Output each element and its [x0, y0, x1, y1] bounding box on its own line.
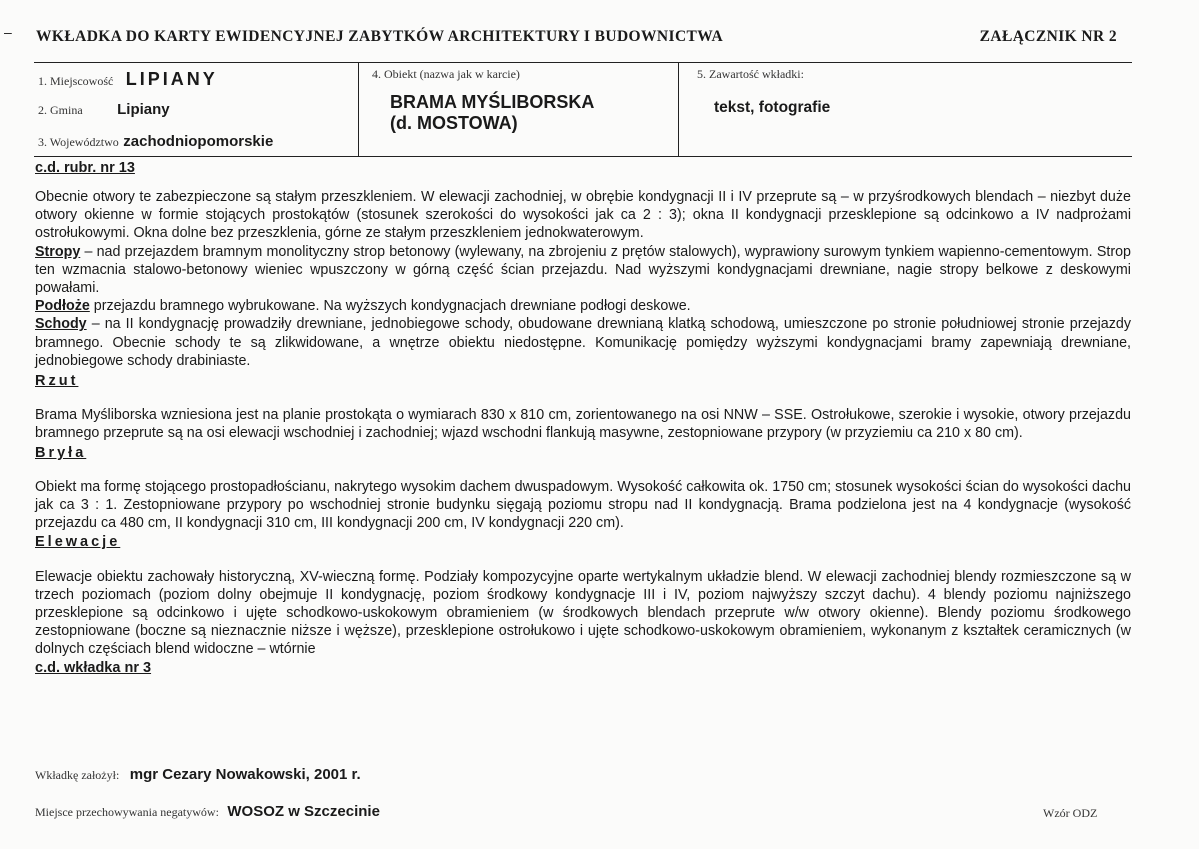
field-locality	[38, 69, 218, 90]
field-locality-value: LIPIANY	[125, 69, 218, 89]
heading-rzut: Rzut	[35, 373, 79, 390]
text-stropy: – nad przejazdem bramnym monolityczny strop betonowy (wylewany, na zbrojeniu z prętów stalowych), wyprawiony surowym tynkiem wapienno-cementowym. Strop ten wzmacnia stalowo-betonowy wieniec wpuszczony w górną część ścian przejazdu. Nad wyższymi kondygnacjami drewniane, nagie stropy belkowe z deskowymi powałami.	[35, 243, 1131, 297]
author-label: Wkładkę założył:	[35, 768, 120, 782]
paragraph-podloze	[35, 297, 1131, 315]
heading-stropy: Stropy	[35, 243, 81, 260]
field-voivodeship	[38, 133, 273, 151]
storage-value: WOSOZ w Szczecinie	[227, 803, 380, 820]
continuation-heading: c.d. rubr. nr 13	[35, 160, 135, 176]
annex-number: ZAŁĄCZNIK NR 2	[979, 28, 1117, 45]
paragraph-elewacje: Elewacje obiektu zachowały historyczną, XV-wieczną formę. Podziały kompozycyjne oparte wertykalnym układzie blend. W elewacji zachodniej blendy rozmieszczone są w trzech poziomach (poziom dolny obejmuje II kondygnację, poziom środkowy kondygnacje III i IV, poziom najwyższy szczyt dachu). 4 blendy poziomu najniższego przesklepione są odcinkowo i ujęte schodkowo-uskokowym obramieniem (w środkowych blendach przeprute w/w otwory okienne). Blendy poziomu środkowego zestopniowane (boczne są nieznacznie niższe i węższe), przesklepione ostrołukowo i ujęte schodkowo-uskokowym obramieniem, wykonanym z kształtek ceramicznych (w dolnych częściach blend widoczne – wtórnie	[35, 568, 1131, 658]
form-divider-1	[358, 62, 359, 157]
paragraph-bryla: Obiekt ma formę stojącego prostopadłościanu, nakrytego wysokim dachem dwuspadowym. Wysokość całkowita ok. 1750 cm; stosunek wysokości ścian do wysokości dachu jak ca 3 : 1. Zestopniowane przypory po wschodniej stronie budynku sięgają poziomu stropu nad II kondygnacją. Brama podzielona jest na 4 kondygnacje (wysokość przejazdu ca 480 cm, II kondygnacji 310 cm, III kondygnacji 200 cm, IV kondygnacji 220 cm).	[35, 478, 1131, 532]
form-bottom-rule	[34, 156, 1132, 157]
field-commune-value: Lipiany	[117, 101, 170, 118]
heading-elewacje: Elewacje	[35, 534, 121, 551]
field-object-line-2: (d. MOSTOWA)	[390, 113, 518, 133]
continued-on: c.d. wkładka nr 3	[35, 659, 152, 676]
form-divider-2	[678, 62, 679, 157]
storage-label: Miejsce przechowywania negatywów:	[35, 805, 219, 819]
field-object-line-1: BRAMA MYŚLIBORSKA	[390, 92, 595, 112]
paragraph-schody	[35, 315, 1131, 370]
heading-schody: Schody	[35, 316, 87, 333]
text-podloze: przejazdu bramnego wybrukowane. Na wyższych kondygnacjach drewniane podłogi deskowe.	[89, 298, 691, 315]
form-template-label: Wzór ODZ	[1043, 806, 1098, 820]
scan-mark: –	[4, 24, 12, 40]
text-schody: – na II kondygnację prowadziły drewniane, jednobiegowe schody, obudowane drewnianą klatką schodową, umieszczone po stronie południowej stronie przejazdy bramnego. Obecnie schody te są zlikwidowane, a wnętrze obiektu niedostępne. Komunikację pomiędzy wyższymi kondygnacjami bramy zapewniają drewniane, jednobiegowe schody drabiniaste.	[35, 316, 1131, 369]
heading-podloze: Podłoże	[35, 298, 90, 315]
field-commune	[38, 101, 170, 119]
field-object-label: 4. Obiekt (nazwa jak w karcie)	[372, 67, 520, 81]
field-voivodeship-value: zachodniopomorskie	[123, 133, 274, 150]
author-line	[35, 766, 361, 784]
author-value: mgr Cezary Nowakowski, 2001 r.	[129, 766, 361, 783]
storage-line	[35, 803, 380, 821]
field-contents-label: 5. Zawartość wkładki:	[697, 67, 804, 81]
body-text	[35, 188, 1131, 677]
field-contents-value: tekst, fotografie	[714, 99, 831, 116]
field-object-value	[390, 92, 594, 134]
form-top-rule	[34, 62, 1132, 63]
heading-bryla: Bryła	[35, 444, 87, 461]
paragraph-windows: Obecnie otwory te zabezpieczone są stałym przeszkleniem. W elewacji zachodniej, w obrębie kondygnacji II i IV przeprute są – w przyśrodkowych blendach – niezbyt duże otwory okienne w formie stojących prostokątów (stosunek szerokości do wysokości jak ca 2 : 3); okna II kondygnacji przesklepione są odcinkowo a IV nadprożami ostrołukowymi. Okna dolne bez przeszklenia, górne ze stałym przeszkleniem jednokwaterowym.	[35, 189, 1131, 242]
field-locality-label: 1. Miejscowość	[38, 74, 114, 88]
paragraph-stropy	[35, 243, 1131, 298]
document-title: WKŁADKA DO KARTY EWIDENCYJNEJ ZABYTKÓW ARCHITEKTURY I BUDOWNICTWA	[36, 28, 724, 45]
field-voivodeship-label: 3. Województwo	[38, 135, 119, 149]
field-commune-label: 2. Gmina	[38, 103, 83, 117]
paragraph-rzut: Brama Myśliborska wzniesiona jest na planie prostokąta o wymiarach 830 x 810 cm, zorientowanego na osi NNW – SSE. Ostrołukowe, szerokie i wysokie, otwory przejazdu bramnego przeprute są na osi elewacji wschodniej i zachodniej; wjazd wschodni flankują masywne, zestopniowane przypory (w przyziemiu ca 210 x 80 cm).	[35, 407, 1131, 442]
